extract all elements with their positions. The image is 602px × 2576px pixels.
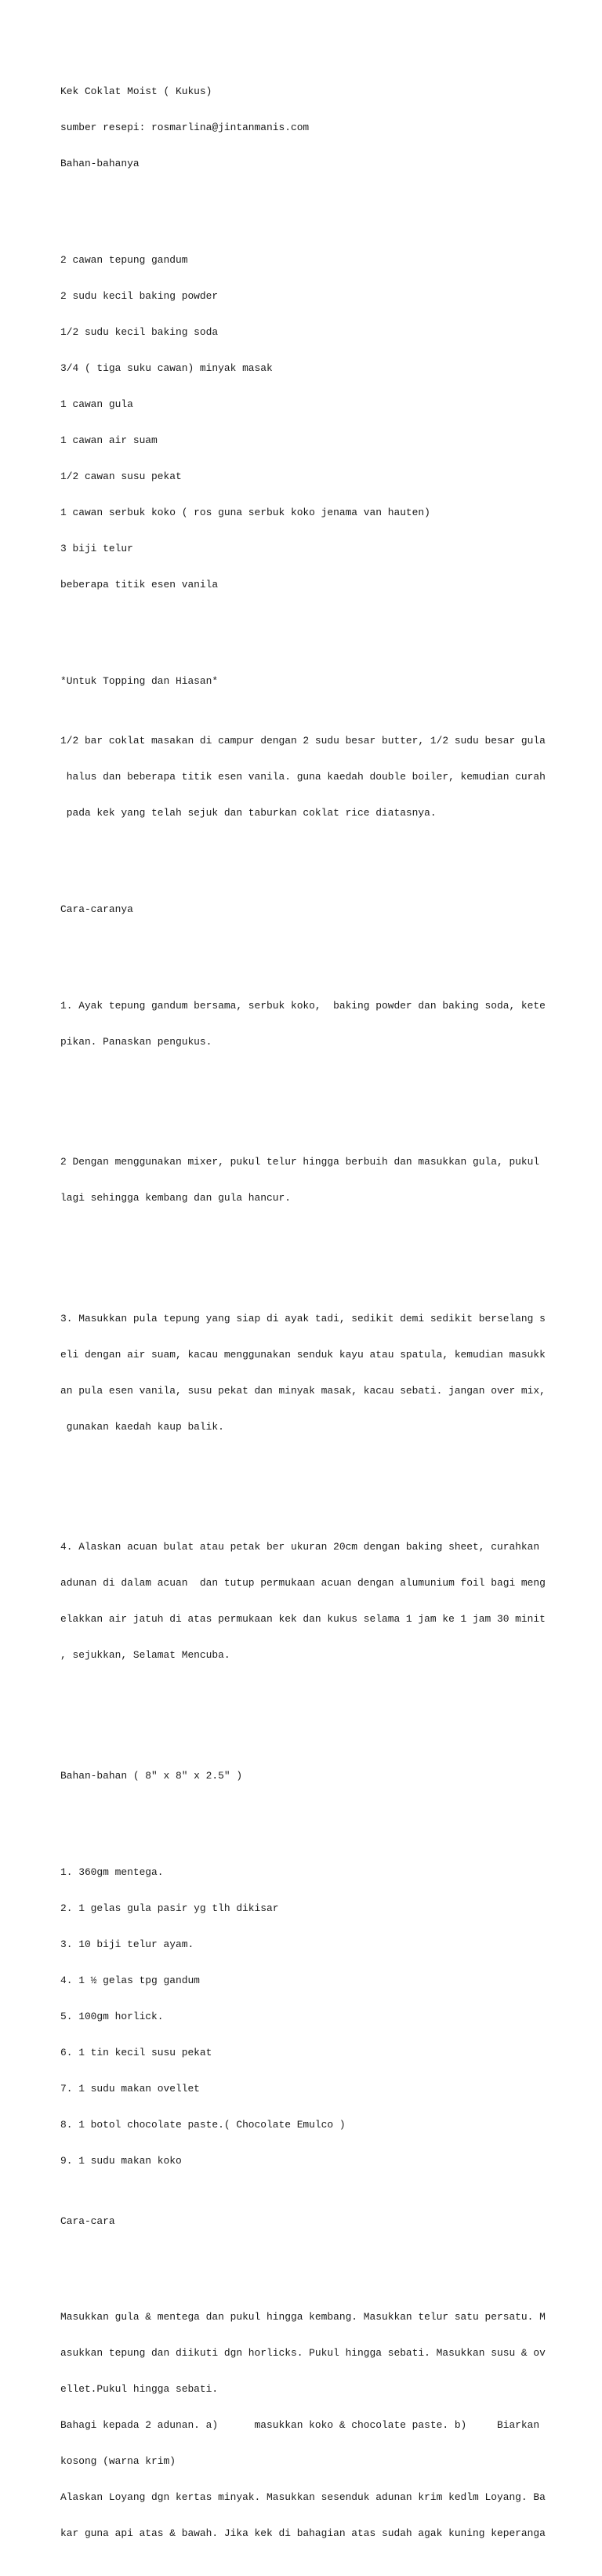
second-ingredients-heading: Bahan-bahan ( 8" x 8" x 2.5" ) (60, 1769, 243, 1782)
ingredient-item: 7. 1 sudu makan ovellet (60, 2082, 200, 2095)
recipe-document (60, 61, 578, 2576)
ingredient-item: 4. 1 ½ gelas tpg gandum (60, 1974, 200, 1986)
method-line: Masukkan gula & mentega dan pukul hingga kembang. Masukkan telur satu persatu. M (60, 2311, 546, 2323)
method-line: ellet.Pukul hingga sebati. (60, 2383, 219, 2396)
ingredient-item: 6. 1 tin kecil susu pekat (60, 2046, 212, 2058)
ingredient-item: 9. 1 sudu makan koko (60, 2154, 182, 2167)
method-step-2 (60, 1132, 578, 1229)
step-line: lagi sehingga kembang dan gula hancur. (60, 1192, 291, 1204)
method-line: asukkan tepung dan diikuti dgn horlicks. Pukul hingga sebati. Masukkan susu & ov (60, 2347, 546, 2360)
step-line: elakkan air jatuh di atas permukaan kek dan kukus selama 1 jam ke 1 jam 30 minit (60, 1613, 546, 1626)
ingredient-item: 3. 10 biji telur ayam. (60, 1938, 194, 1950)
second-ingredient-list (60, 1842, 578, 2191)
ingredient-item: 1 cawan air suam (60, 434, 158, 446)
ingredient-item: 1/2 sudu kecil baking soda (60, 325, 219, 338)
topping-paragraph (60, 711, 578, 844)
step-line: gunakan kaedah kaup balik. (60, 1420, 224, 1433)
method-line: Bahagi kepada 2 adunan. a) masukkan koko & chocolate paste. b) Biarkan (60, 2419, 540, 2432)
method-heading: Cara-caranya (60, 903, 133, 916)
method-step-1 (60, 976, 578, 1072)
topping-line: 1/2 bar coklat masakan di campur dengan 2 sudu besar butter, 1/2 sudu besar gula (60, 735, 546, 747)
ingredients-heading: Bahan-bahanya (60, 157, 140, 169)
method-line: kosong (warna krim) (60, 2455, 176, 2468)
ingredient-item: 3/4 ( tiga suku cawan) minyak masak (60, 362, 273, 374)
method-line: kar guna api atas & bawah. Jika kek di bahagian atas sudah agak kuning keperanga (60, 2527, 546, 2540)
method-line: Alaskan Loyang dgn kertas minyak. Masukkan sesenduk adunan krim kedlm Loyang. Ba (60, 2491, 546, 2504)
ingredient-list (60, 230, 578, 615)
ingredient-item: beberapa titik esen vanila (60, 578, 219, 590)
step-line: 4. Alaskan acuan bulat atau petak ber ukuran 20cm dengan baking sheet, curahkan (60, 1541, 540, 1553)
ingredient-item: 1 cawan serbuk koko ( ros guna serbuk koko jenama van hauten) (60, 506, 430, 518)
step-line: 3. Masukkan pula tepung yang siap di ayak tadi, sedikit demi sedikit berselang s (60, 1312, 546, 1324)
ingredient-item: 2. 1 gelas gula pasir yg tlh dikisar (60, 1902, 279, 1914)
ingredient-item: 1. 360gm mentega. (60, 1866, 164, 1878)
step-line: 2 Dengan menggunakan mixer, pukul telur hingga berbuih dan masukkan gula, pukul (60, 1156, 540, 1168)
step-line: 1. Ayak tepung gandum bersama, serbuk koko, baking powder dan baking soda, kete (60, 999, 546, 1012)
method-step-4 (60, 1517, 578, 1686)
recipe-title: Kek Coklat Moist ( Kukus) (60, 85, 212, 97)
ingredient-item: 8. 1 botol chocolate paste.( Chocolate Emulco ) (60, 2118, 346, 2131)
ingredient-item: 3 biji telur (60, 542, 133, 554)
step-line: , sejukkan, Selamat Mencuba. (60, 1649, 230, 1662)
second-method-paragraph (60, 2287, 578, 2564)
topping-heading: *Untuk Topping dan Hiasan* (60, 674, 219, 687)
second-method-heading: Cara-cara (60, 2214, 115, 2227)
step-line: eli dengan air suam, kacau menggunakan senduk kayu atau spatula, kemudian masukk (60, 1348, 546, 1361)
ingredient-item: 1/2 cawan susu pekat (60, 470, 182, 482)
ingredient-item: 5. 100gm horlick. (60, 2010, 164, 2022)
method-step-3 (60, 1288, 578, 1457)
step-line: an pula esen vanila, susu pekat dan minyak masak, kacau sebati. jangan over mix, (60, 1384, 546, 1397)
ingredient-item: 2 cawan tepung gandum (60, 253, 188, 266)
ingredient-item: 2 sudu kecil baking powder (60, 289, 219, 302)
ingredient-item: 1 cawan gula (60, 398, 133, 410)
topping-line: halus dan beberapa titik esen vanila. guna kaedah double boiler, kemudian curah (60, 771, 546, 783)
recipe-source: sumber resepi: rosmarlina@jintanmanis.com (60, 121, 310, 133)
topping-line: pada kek yang telah sejuk dan taburkan coklat rice diatasnya. (60, 807, 437, 819)
step-line: pikan. Panaskan pengukus. (60, 1035, 212, 1048)
step-line: adunan di dalam acuan dan tutup permukaan acuan dengan alumunium foil bagi meng (60, 1577, 546, 1590)
